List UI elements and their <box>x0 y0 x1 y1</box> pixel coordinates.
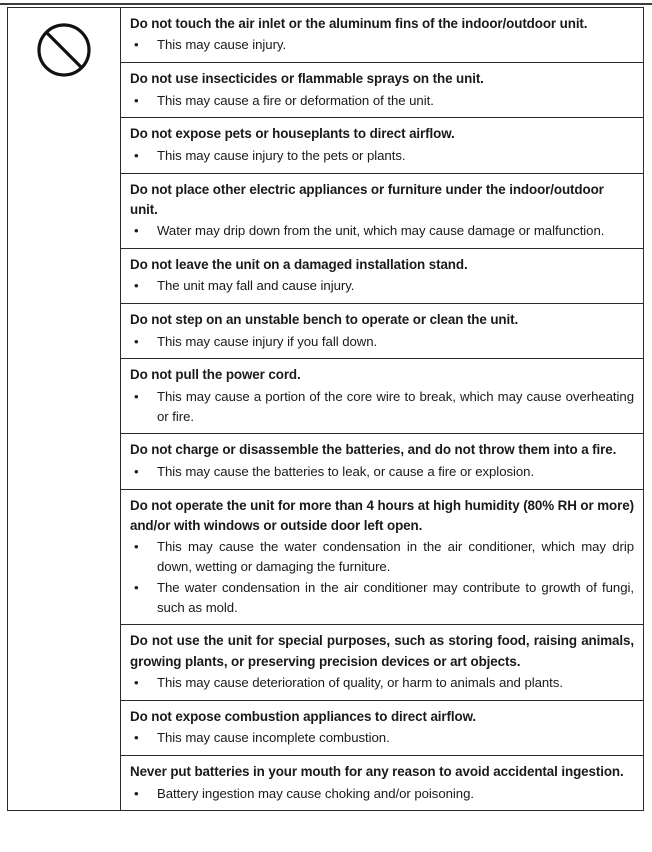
rule-title: Never put batteries in your mouth for any reason to avoid accidental ingestion. <box>130 764 624 780</box>
rule-bullet-text: This may cause deterioration of quality, or harm to animals and plants. <box>157 675 563 691</box>
rule-cell <box>121 249 644 304</box>
rule-title: Do not expose combustion appliances to direct airflow. <box>130 709 477 725</box>
rule-title: Do not charge or disassemble the batteries, and do not throw them into a fire. <box>130 442 617 458</box>
bullet-marker-icon: • <box>134 388 139 404</box>
rule-cell <box>121 173 644 249</box>
rule-bullet <box>130 673 634 693</box>
rule-bullet-list <box>130 332 634 352</box>
rule-bullet-text: This may cause injury if you fall down. <box>157 333 378 349</box>
rule-bullet-list <box>130 146 634 166</box>
rule-bullet <box>130 578 634 618</box>
rule-title: Do not use insecticides or flammable sprays on the unit. <box>130 71 484 87</box>
rule-bullet-text: This may cause the batteries to leak, or cause a fire or explosion. <box>157 463 535 479</box>
rule-cell <box>121 701 644 756</box>
rule-title: Do not operate the unit for more than 4 hours at high humidity (80% RH or more) and/or with windows or outside door left open. <box>130 497 634 533</box>
rule-bullet-text: Battery ingestion may cause choking and/or poisoning. <box>157 785 474 801</box>
rule-cell <box>121 118 644 173</box>
rule-bullet-list <box>130 784 634 804</box>
rule-cell <box>121 434 644 489</box>
rule-bullet <box>130 91 634 111</box>
rule-bullet-text: The unit may fall and cause injury. <box>157 278 355 294</box>
bullet-marker-icon: • <box>134 333 139 349</box>
rule-cell <box>121 304 644 359</box>
prohibition-icon <box>35 21 93 79</box>
bullet-marker-icon: • <box>134 278 139 294</box>
rule-bullet-list <box>130 728 634 748</box>
rule-bullet-list <box>130 462 634 482</box>
rule-cell <box>121 625 644 701</box>
rule-cell <box>121 489 644 625</box>
rule-bullet-text: This may cause incomplete combustion. <box>157 730 390 746</box>
rule-bullet-list <box>130 35 634 55</box>
rule-bullet-text: This may cause a portion of the core wire to break, which may cause overheating or fire. <box>157 388 634 424</box>
rule-bullet-list <box>130 221 634 241</box>
rule-bullet-list <box>130 537 634 617</box>
rule-bullet <box>130 728 634 748</box>
bullet-marker-icon: • <box>134 147 139 163</box>
safety-table-row-group <box>8 8 644 63</box>
rule-bullet-text: This may cause injury to the pets or plants. <box>157 147 406 163</box>
bullet-marker-icon: • <box>134 223 139 239</box>
rule-bullet-list <box>130 276 634 296</box>
rule-cell <box>121 63 644 118</box>
rule-bullet <box>130 221 634 241</box>
prohibition-icon-cell <box>8 8 121 811</box>
rule-bullet <box>130 35 634 55</box>
rule-bullet <box>130 276 634 296</box>
rule-bullet-text: The water condensation in the air conditioner may contribute to growth of fungi, such as mold. <box>157 579 634 615</box>
rule-title: Do not step on an unstable bench to operate or clean the unit. <box>130 312 519 328</box>
rule-cell <box>121 359 644 434</box>
safety-precautions-table <box>7 7 644 811</box>
rule-cell <box>121 8 644 63</box>
bullet-marker-icon: • <box>134 730 139 746</box>
rule-bullet <box>130 332 634 352</box>
rule-bullet-text: This may cause a fire or deformation of the unit. <box>157 92 434 108</box>
rule-bullet-list <box>130 91 634 111</box>
rule-title: Do not expose pets or houseplants to direct airflow. <box>130 126 455 142</box>
rule-bullet <box>130 784 634 804</box>
bullet-marker-icon: • <box>134 675 139 691</box>
bullet-marker-icon: • <box>134 579 139 595</box>
rule-bullet <box>130 387 634 427</box>
bullet-marker-icon: • <box>134 785 139 801</box>
page-top-rule <box>0 3 652 5</box>
rule-bullet-text: This may cause the water condensation in the air conditioner, which may drip down, wetting or damaging the furniture. <box>157 539 634 575</box>
prohibition-icon-wrap <box>8 8 120 92</box>
rule-cell <box>121 756 644 811</box>
rule-title: Do not leave the unit on a damaged installation stand. <box>130 257 468 273</box>
safety-table-body <box>8 8 644 811</box>
rule-bullet <box>130 146 634 166</box>
rule-bullet-text: Water may drip down from the unit, which may cause damage or malfunction. <box>157 223 605 239</box>
rule-bullet-text: This may cause injury. <box>157 37 287 53</box>
rule-title: Do not touch the air inlet or the aluminum fins of the indoor/outdoor unit. <box>130 16 588 31</box>
rule-bullet <box>130 462 634 482</box>
rule-title: Do not use the unit for special purposes, such as storing food, raising animals, growing plants, or preserving precision devices or art objects. <box>130 633 634 669</box>
bullet-marker-icon: • <box>134 37 139 53</box>
rule-bullet-list <box>130 673 634 693</box>
rule-title: Do not place other electric appliances or furniture under the indoor/outdoor unit. <box>130 181 604 217</box>
bullet-marker-icon: • <box>134 463 139 479</box>
bullet-marker-icon: • <box>134 92 139 108</box>
bullet-marker-icon: • <box>134 539 139 555</box>
rule-bullet <box>130 537 634 577</box>
rule-bullet-list <box>130 387 634 427</box>
rule-title: Do not pull the power cord. <box>130 367 301 383</box>
